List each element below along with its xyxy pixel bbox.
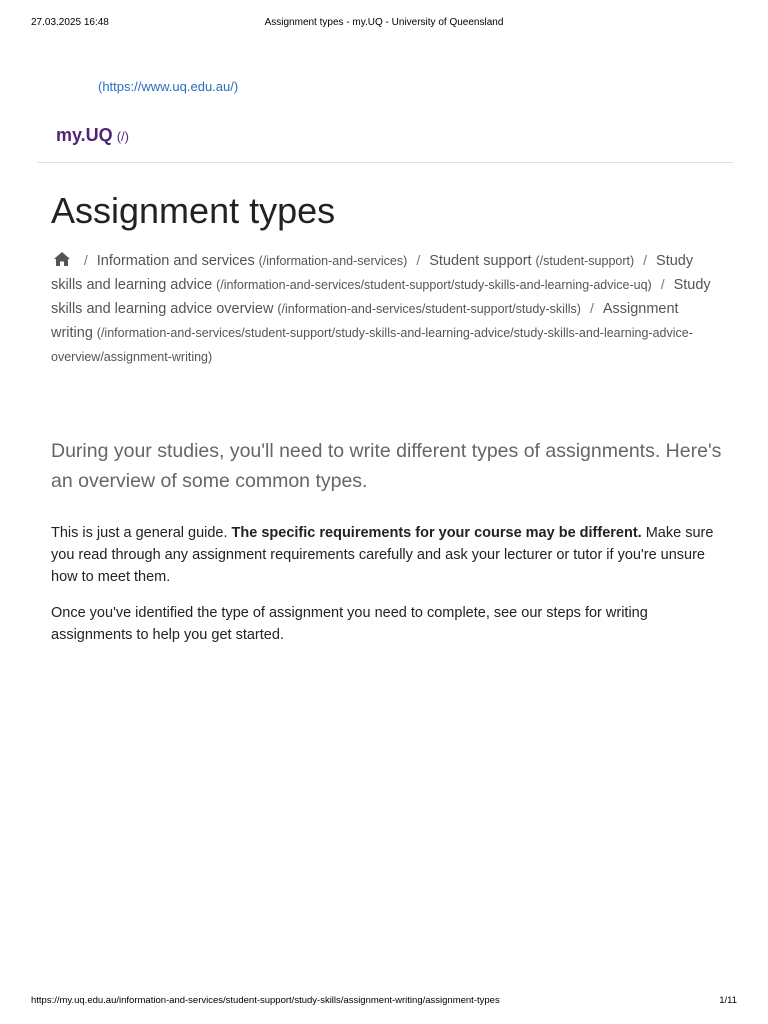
breadcrumb-separator: / [83, 252, 88, 268]
breadcrumb-item-url: (/information-and-services/student-support/study-skills) [277, 302, 581, 316]
breadcrumb [51, 249, 723, 369]
breadcrumb-separator: / [416, 252, 421, 268]
page-title: Assignment types [51, 190, 336, 231]
breadcrumb-item-label: Assignment writing [51, 301, 679, 341]
breadcrumb-item-label: Student support [429, 253, 532, 269]
breadcrumb-item-label: Study skills and learning advice overview [51, 277, 711, 317]
site-brand-name: my.UQ [56, 125, 113, 145]
print-footer-url: https://my.uq.edu.au/information-and-services/student-support/study-skills/assignment-writing/assignment-types [31, 995, 500, 1006]
print-footer-page-number: 1/11 [719, 995, 737, 1006]
guide-paragraph [51, 522, 721, 588]
guide-paragraph-end: Make sure you read through any assignment requirements carefully and ask your lecturer or tutor if you're unsure how to meet them. [51, 525, 714, 585]
guide-paragraph-emphasis: The specific requirements for your course may be different. [231, 525, 642, 541]
home-icon [53, 251, 71, 267]
intro-lead: During your studies, you'll need to write different types of assignments. Here's an overview of some common types. [51, 440, 722, 492]
breadcrumb-item-url: (/student-support) [535, 254, 635, 268]
guide-paragraph-start: This is just a general guide. [51, 525, 232, 541]
breadcrumb-item-student-support[interactable] [429, 252, 634, 268]
site-brand-path: (/) [116, 129, 129, 144]
print-header-title: Assignment types - my.UQ - University of Queensland [264, 17, 504, 28]
uq-home-link[interactable]: (https://www.uq.edu.au/) [98, 79, 239, 94]
breadcrumb-separator: / [643, 252, 648, 268]
breadcrumb-separator: / [589, 300, 594, 316]
next-steps-paragraph: Once you've identified the type of assignment you need to complete, see our steps for writing assignments to help you get started. [51, 605, 648, 643]
breadcrumb-item-url: (/information-and-services/student-support/study-skills-and-learning-advice-uq) [216, 278, 652, 292]
breadcrumb-item-label: Study skills and learning advice [51, 253, 694, 293]
breadcrumb-separator: / [660, 276, 665, 292]
site-brand-link[interactable] [56, 125, 129, 146]
breadcrumb-item-url: (/information-and-services/student-support/study-skills-and-learning-advice/study-skills-and-learning-advice-overview/assignment-writing) [51, 326, 693, 364]
breadcrumb-home-link[interactable] [51, 252, 75, 268]
breadcrumb-item-url: (/information-and-services) [258, 254, 408, 268]
breadcrumb-item-information-and-services[interactable] [97, 252, 408, 268]
header-divider [37, 162, 733, 163]
breadcrumb-item-label: Information and services [96, 253, 255, 269]
print-header-datetime: 27.03.2025 16:48 [31, 17, 109, 28]
